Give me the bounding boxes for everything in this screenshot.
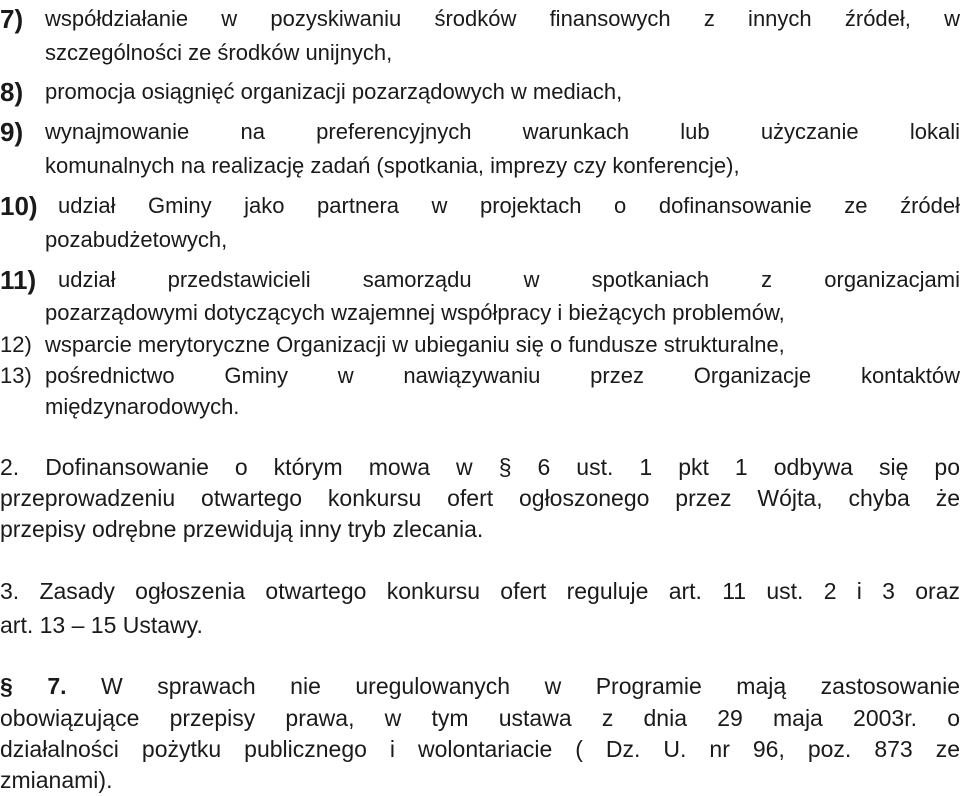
- list-item-text: promocja osiągnięć organizacji pozarządowych w mediach,: [45, 79, 623, 104]
- list-item-text: pośrednictwo Gminy w nawiązywaniu przez Organizacje kontaktów: [45, 363, 960, 388]
- section-sign: §: [0, 673, 13, 699]
- section-7-line: działalności pożytku publicznego i wolontariacie ( Dz. U. nr 96, poz. 873 ze: [0, 736, 960, 762]
- item-number: 13): [0, 363, 32, 388]
- item-number: 10): [0, 191, 38, 221]
- paragraph-2-line: przepisy odrębne przewidują inny tryb zlecania.: [0, 516, 484, 542]
- paragraph-text: 2. Dofinansowanie o którym mowa w: [0, 454, 473, 480]
- section-sign: §: [498, 454, 512, 480]
- list-item-text: pozarządowymi dotyczących wzajemnej współpracy i bieżących problemów,: [45, 300, 785, 325]
- section-7-line: zmianami).: [0, 767, 113, 793]
- list-item-text: udział przedstawicieli samorządu w spotkaniach z organizacjami: [58, 267, 960, 292]
- section-7-line: obowiązujące przepisy prawa, w tym ustawa z dnia 29 maja 2003r. o: [0, 705, 960, 731]
- list-item-text: udział Gminy jako partnera w projektach o dofinansowanie ze źródeł: [58, 193, 960, 218]
- section-number: 7.: [47, 673, 67, 699]
- list-item-text: komunalnych na realizację zadań (spotkania, imprezy czy konferencje),: [45, 153, 740, 178]
- paragraph-3-line: art. 13 – 15 Ustawy.: [0, 612, 203, 638]
- section-7-heading-line: [0, 671, 960, 701]
- list-item-text: międzynarodowych.: [45, 394, 240, 419]
- list-item-text: współdziałanie w pozyskiwaniu środków finansowych z innych źródeł, w: [45, 6, 960, 31]
- paragraph-2-line: przeprowadzeniu otwartego konkursu ofert ogłoszonego przez Wójta, chyba że: [0, 485, 960, 511]
- item-number: 8): [0, 77, 24, 107]
- item-number: 7): [0, 4, 24, 34]
- paragraph-2-line: [0, 452, 960, 482]
- list-item-text: wsparcie merytoryczne Organizacji w ubieganiu się o fundusze strukturalne,: [45, 332, 785, 357]
- list-item-text: wynajmowanie na preferencyjnych warunkach lub użyczanie lokali: [45, 119, 960, 144]
- paragraph-text: 6 ust. 1 pkt 1 odbywa się po: [537, 454, 960, 480]
- list-item-text: szczególności ze środków unijnych,: [45, 40, 393, 65]
- list-item-text: pozabudżetowych,: [45, 227, 228, 252]
- item-number: 12): [0, 332, 32, 357]
- paragraph-3-line: 3. Zasady ogłoszenia otwartego konkursu ofert reguluje art. 11 ust. 2 i 3 oraz: [0, 578, 960, 604]
- item-number: 11): [0, 265, 37, 295]
- item-number: 9): [0, 117, 24, 147]
- section-text: W sprawach nie uregulowanych w Programie mają zastosowanie: [101, 673, 960, 699]
